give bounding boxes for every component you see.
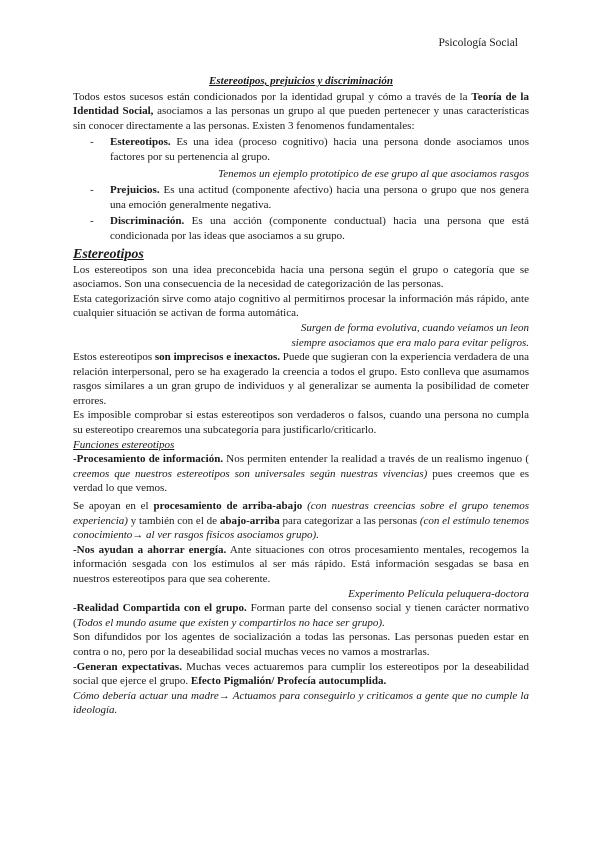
paragraph: Se apoyan en el procesamiento de arriba-abajo (con nuestras creencias sobre el grupo tenemos experiencia) y también con el de abajo-arriba para categorizar a las personas (con el estímulo tenemos conocimiento→ al ver rasgos físicos asociamos grupo). (73, 500, 529, 542)
section-heading-estereotipos: Estereotipos (73, 246, 144, 262)
subsection-heading-funciones: Funciones estereotipos (73, 438, 175, 451)
side-note: Experimento Película peluquera-doctora (348, 587, 529, 600)
paragraph: Esta categorización sirve como atajo cognitivo al permitirnos procesar la información más rápido, ante cualquier situación se activan de forma automática. (73, 292, 529, 320)
document-title: Estereotipos, prejuicios y discriminación (209, 75, 393, 87)
side-note: Surgen de forma evolutiva, cuando veíamos un leon (300, 321, 529, 334)
intro-paragraph: Todos estos sucesos están condicionados por la identidad grupal y cómo a través de la Teoría de la Identidad Social, asociamos a las personas un grupo al que pueden pertenecer y unas características sin conocer directamente a las personas. Existen 3 fenomenos fundamentales: (73, 90, 529, 132)
paragraph: -Realidad Compartida con el grupo. Forman parte del consenso social y tienen carácter normativo (Todos el mundo asume que existen y compartirlos no hace ser grupo). (73, 602, 530, 629)
page-header: Psicología Social (438, 37, 518, 49)
document-body (73, 74, 529, 718)
list-item: - Prejuicios. Es una actitud (componente afectivo) hacia una persona o grupo que nos genera una emoción generalmente negativa. (90, 184, 529, 211)
concepts-list-continued (73, 183, 529, 243)
concepts-list (73, 135, 529, 164)
paragraph: Cómo debería actuar una madre→ Actuamos para conseguirlo y criticamos a gente que no cumple la ideología. (73, 689, 529, 717)
paragraph: Son difundidos por los agentes de socialización a todas las personas. Las personas pueden estar en contra o no, pero por la deseabilidad social muchas veces no vamos a mostrarlas. (73, 631, 529, 658)
paragraph: -Procesamiento de información. Nos permiten entender la realidad a través de un realismo ingenuo ( creemos que nuestros estereotipos son universales según nuestras vivencias) pues creemos que es verdad lo que vemos. (73, 453, 529, 495)
example-note: Tenemos un ejemplo prototípico de ese grupo al que asociamos rasgos (218, 167, 529, 180)
list-item: - Discriminación. Es una acción (componente conductual) hacia una persona que está condicionada por las ideas que asociamos a su grupo. (90, 215, 529, 242)
list-item: - Estereotipos. Es una idea (proceso cognitivo) hacia una persona donde asociamos unos factores por su pertenencia al grupo. (90, 136, 529, 163)
paragraph: Estos estereotipos son imprecisos e inexactos. Puede que sugieran con la experiencia verdadera de una relación interpersonal, pero se ha exagerado la creencia a todos el grupo. Esto conlleva que asumamos rasgos similares a un gran grupo de individuos y al generalizar se aumenta la posibilidad de cometer errores. (73, 351, 529, 407)
side-note: siempre asociamos que era malo para evitar peligros. (291, 336, 529, 349)
paragraph: Los estereotipos son una idea preconcebida hacia una persona según el grupo o categoría que se asociamos. Son una consecuencia de la necesidad de categorización de las personas. (73, 263, 529, 291)
paragraph: Es imposible comprobar si estas estereotipos son verdaderos o falsos, cuando una persona no cumpla su estereotipo crearemos una subcategoría para justificarlo/criticarlo. (73, 409, 529, 437)
paragraph: -Generan expectativas. Muchas veces actuaremos para cumplir los estereotipos por la deseabilidad social que ejerce el grupo. Efecto Pigmalión/ Profecía autocumplida. (73, 660, 529, 688)
paragraph: -Nos ayudan a ahorrar energía. Ante situaciones con otros procesamiento mentales, recogemos la información sesgada con los estímulos al ser más rápido. Está información sesgadas se basa en nuestros estereotipos para que sea coherente. (73, 543, 529, 585)
